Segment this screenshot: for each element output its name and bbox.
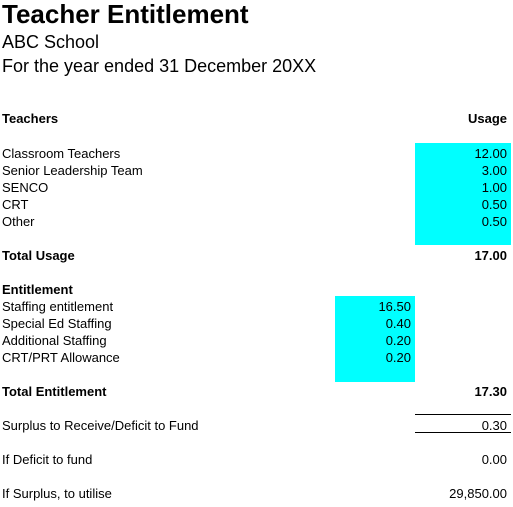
entitlement-row-value[interactable]: 0.20 [385,350,411,365]
surplus-bottom-rule [415,432,511,433]
total-entitlement-label: Total Entitlement [2,384,107,399]
entitlement-row-label: CRT/PRT Allowance [2,350,120,365]
utilise-value: 29,850.00 [449,486,507,501]
entitlement-row-value[interactable]: 16.50 [378,299,411,314]
usage-column-header: Usage [467,111,507,126]
total-usage-label: Total Usage [2,248,75,263]
usage-row-value[interactable]: 0.50 [481,214,507,229]
teachers-column-header: Teachers [2,111,59,126]
deficit-label: If Deficit to fund [2,452,93,467]
surplus-label: Surplus to Receive/Deficit to Fund [2,418,199,433]
usage-row-label: SENCO [2,180,49,195]
entitlement-row-label: Staffing entitlement [2,299,114,314]
deficit-value: 0.00 [481,452,507,467]
entitlement-row-label: Additional Staffing [2,333,107,348]
utilise-label: If Surplus, to utilise [2,486,112,501]
total-usage-value: 17.00 [474,248,507,263]
usage-row-value[interactable]: 1.00 [481,180,507,195]
usage-row-label: Classroom Teachers [2,146,121,161]
school-name: ABC School [2,32,100,52]
usage-row-value[interactable]: 0.50 [481,197,507,212]
reporting-period: For the year ended 31 December 20XX [2,56,317,76]
total-entitlement-value: 17.30 [474,384,507,399]
entitlement-heading: Entitlement [2,282,73,297]
entitlement-row-value[interactable]: 0.40 [385,316,411,331]
usage-row-value[interactable]: 12.00 [474,146,507,161]
entitlement-row-label: Special Ed Staffing [2,316,112,331]
surplus-top-rule [415,414,511,415]
page-title: Teacher Entitlement [2,0,249,29]
entitlement-row-value[interactable]: 0.20 [385,333,411,348]
usage-row-label: Senior Leadership Team [2,163,143,178]
usage-row-label: Other [2,214,35,229]
usage-row-label: CRT [2,197,29,212]
surplus-value: 0.30 [481,418,507,433]
usage-row-value[interactable]: 3.00 [481,163,507,178]
